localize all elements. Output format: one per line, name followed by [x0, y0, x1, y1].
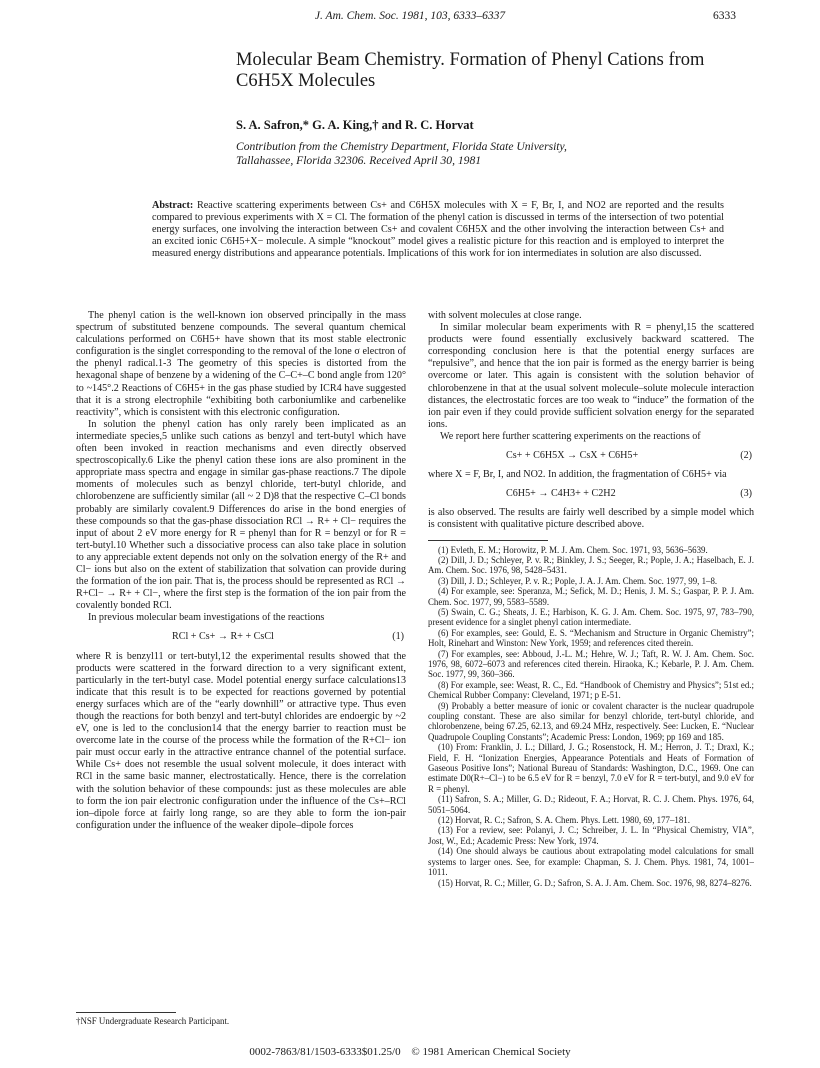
- footnote: (2) Dill, J. D.; Schleyer, P. v. R.; Binkley, J. S.; Seeger, R.; Pople, J. A.; Haselbach, E. J. Am. Chem. Soc. 1976, 98, 5428–5431.: [428, 554, 754, 576]
- equation-text: RCl + Cs+ → R+ + CsCl: [172, 631, 274, 643]
- author-list: S. A. Safron,* G. A. King,† and R. C. Horvat: [236, 118, 474, 132]
- body-paragraph: In previous molecular beam investigations of the reactions: [88, 612, 325, 624]
- footnote-divider: [428, 540, 548, 541]
- body-paragraph: In similar molecular beam experiments with R = phenyl,15 the scattered products were found essentially exclusively backward scattered. The corresponding conclusion here is that the potential energy surfaces are “repulsive”, and hence that the ion pair is formed as the energy barrier is being overcome or later. This again is consistent with the solution behavior of chlorobenzene in that at the usual solvent molecule–solute molecule interaction distances, the electrostatic forces are too weak to “induce” the formation of the ion pair even if they could provide sufficient solvation energy for the separated ions.: [428, 322, 754, 430]
- equation-number: (3): [740, 488, 752, 500]
- running-header: [0, 10, 820, 26]
- body-paragraph: The phenyl cation is the well-known ion observed principally in the mass spectrum of substituted benzene compounds. The several quantum chemical calculations performed on C6H5+ have shown that its most stable electronic configuration is the singlet corresponding to the removal of the lone σ electron of the phenyl radical.1-3 The geometry of this species is distorted from the hexagonal shape of benzene by a widening of the C–C+–C bond angle from 120° to ~145°.2 Reactions of C6H5+ in the gas phase studied by ICR4 have suggested that it is a strong electrophile “exhibiting both carboniumlike and carbenelike reactivity”, which is consistent with this electronic configuration.: [76, 310, 406, 418]
- body-paragraph: We report here further scattering experiments on the reactions of: [440, 430, 701, 442]
- footnote: (4) For example, see: Speranza, M.; Sefick, M. D.; Henis, J. M. S.; Gaspar, P. P. J. Am. Chem. Soc. 1977, 99, 5583–5589.: [428, 586, 754, 607]
- abstract: [152, 200, 724, 260]
- price-code: 0002-7863/81/1503-6333$01.25/0: [249, 1046, 401, 1058]
- article-title: Molecular Beam Chemistry. Formation of Phenyl Cations from C6H5X Molecules: [236, 50, 705, 91]
- equation-text: C6H5+ → C4H3+ + C2H2: [506, 488, 616, 500]
- author-note: †NSF Undergraduate Research Participant.: [76, 1016, 230, 1026]
- footnote-divider: [76, 1012, 176, 1013]
- page-footer: [0, 1046, 820, 1058]
- footnote: (7) For examples, see: Abboud, J.-L. M.; Hehre, W. J.; Taft, R. W. J. Am. Chem. Soc. 1976, 98, 6072–6073 and references cited therein. Hiraoka, K.; Kebarle, P. J. Am. Chem. Soc. 1977, 99, 360–366.: [428, 648, 754, 680]
- equation-number: (1): [392, 631, 404, 643]
- footnote: (6) For examples, see: Gould, E. S. “Mechanism and Structure in Organic Chemistry”; Holt, Rinehart and Winston: New York, 1959; and references cited therein.: [428, 627, 754, 649]
- footnote: (10) From: Franklin, J. L.; Dillard, J. G.; Rosenstock, H. M.; Herron, J. T.; Draxl, K.; Field, F. H. “Ionization Energies, Appearance Potentials and Heats of Formation of Gaseous Positive Ions”; National Bureau of Standards: Washington, D.C., 1969. One can estimate D0(R+–Cl−) to be 6.5 eV for R = benzyl, 7.0 eV for R = tert-butyl, and 9.0 eV for R = phenyl.: [428, 742, 754, 794]
- body-paragraph: In solution the phenyl cation has only rarely been implicated as an intermediate species,5 unlike such cations as benzyl and tert-butyl which have often been invoked in reaction mechanisms and even directly observed spectroscopically.6 Like the phenyl cation these ions are also prominent in the appropriate mass spectra and engage in similar gas-phase reactions.7 The dipole moments of molecules such as benzyl chloride, tert-butyl chloride, and chlorobenzene are sufficiently similar (all ~ 2 D)8 that the respective C–Cl bonds probably are similarly covalent.9 Differences do arise in the bond energies of these compounds so that the gas-phase dissociation RCl → R+ + Cl− requires the input of about 2 eV more energy for R = phenyl than for R = benzyl or for R = tert-butyl.10 Whether such a dissociative process can also take place in solution to any appreciable extent depends not only on the solvation energy of the R+ and Cl− ions but also on the extent of stabilization that solvation can provide during the formation of the ion pair. That is, the process should be represented as RCl → R+Cl− → R+ + Cl−, where the first step is the formation of the ion pair from the covalently bonded RCl.: [76, 418, 406, 612]
- left-column: [76, 310, 406, 832]
- journal-citation: J. Am. Chem. Soc. 1981, 103, 6333–6337: [314, 10, 506, 22]
- footnote: (13) For a review, see: Polanyi, J. C.; Schreiber, J. L. In “Physical Chemistry, VIA”, Jost, W., Ed.; Academic Press: New York, 1974.: [428, 825, 754, 846]
- affiliation-line: Tallahassee, Florida 32306. Received April 30, 1981: [236, 154, 482, 167]
- right-column: [428, 310, 754, 888]
- page-number: 6333: [713, 10, 736, 22]
- author-footnote: [76, 1012, 406, 1026]
- body-paragraph: where R is benzyl11 or tert-butyl,12 the experimental results showed that the products were scattered in the forward direction to a very significant extent, particularly in the tert-butyl case. Model potential energy surface calculations13 indicate that this result is to be expected for reactions governed by potential energy surfaces which are of the “early downhill” or attractive type. Thus even though the reactions for both benzyl and tert-butyl chlorides are endoergic by ~2 eV, one is led to the conclusion14 that the energy barrier to reaction must be overcome late in the course of the process while the formation of the R+Cl− ion pair must occur early in the attractive entrance channel of the potential surface. While Cs+ does not resemble the usual solvent molecule, it does interact with RCl in the same basic manner, electrostatically. Hence, there is the correlation with the solution behavior of these compounds: just as these molecules are able to form the ion pair electronic configuration under the influence of the Cs+–RCl ion–dipole force at fairly long range, so are they able to form the ion-pair configuration under the influence of the weaker dipole–dipole forces: [76, 650, 406, 831]
- equation-number: (2): [740, 450, 752, 462]
- equation-2: [428, 450, 754, 462]
- footnote: (11) Safron, S. A.; Miller, G. D.; Rideout, F. A.; Horvat, R. C. J. Chem. Phys. 1976, 64, 5051–5064.: [428, 794, 754, 815]
- affiliation: [236, 140, 716, 168]
- copyright: © 1981 American Chemical Society: [411, 1046, 571, 1058]
- body-paragraph: is also observed. The results are fairly well described by a simple model which is consistent with qualitative picture described above.: [428, 507, 754, 531]
- body-paragraph: with solvent molecules at close range.: [428, 310, 582, 321]
- equation-1: [76, 631, 406, 643]
- footnote: (1) Evleth, E. M.; Horowitz, P. M. J. Am. Chem. Soc. 1971, 93, 5636–5639.: [438, 544, 708, 555]
- footnote: (14) One should always be cautious about extrapolating model calculations for small systems to larger ones. See, for example: Chapman, S. J. Chem. Phys. 1981, 74, 1001–1011.: [428, 846, 754, 878]
- footnote: (3) Dill, J. D.; Schleyer, P. v. R.; Pople, J. A. J. Am. Chem. Soc. 1977, 99, 1–8.: [438, 575, 718, 586]
- footnote-list: [428, 545, 754, 888]
- footnote: (8) For example, see: Weast, R. C., Ed. “Handbook of Chemistry and Physics”; 51st ed.; Chemical Rubber Company: Cleveland, 1971; p E-51.: [428, 679, 754, 701]
- abstract-text: Reactive scattering experiments between Cs+ and C6H5X molecules with X = F, Br, I, and NO2 are reported and the results compared to previous experiments with X = Cl. The formation of the phenyl cation is discussed in terms of the intersection of two potential energy surfaces, one involving the interaction between Cs+ and covalent C6H5X and the other involving the interaction between Cs+ and an excited ionic C6H5+X− molecule. A simple “knockout” model gives a realistic picture for this reaction and is employed to interpret the measured energy distributions and appearance potentials. Implications of this work for ion intermediates in solution are also discussed.: [152, 200, 725, 260]
- equation-text: Cs+ + C6H5X → CsX + C6H5+: [506, 450, 639, 462]
- footnote: (9) Probably a better measure of ionic or covalent character is the nuclear quadrupole coupling constant. These are also similar for benzyl chloride, tert-butyl chloride, and chlorobenzene, being 67.25, 62.13, and 69.24 MHz, respectively. See: Lucken, E. “Nuclear Quadrupole Coupling Constants”; Academic Press: London, 1969; pp 169 and 185.: [428, 700, 754, 742]
- abstract-label: Abstract:: [152, 200, 194, 211]
- footnote: (15) Horvat, R. C.; Miller, G. D.; Safron, S. A. J. Am. Chem. Soc. 1976, 98, 8274–8276.: [438, 877, 752, 888]
- equation-3: [428, 488, 754, 500]
- affiliation-line: Contribution from the Chemistry Department, Florida State University,: [236, 140, 567, 153]
- footnote: (12) Horvat, R. C.; Safron, S. A. Chem. Phys. Lett. 1980, 69, 177–181.: [438, 815, 690, 826]
- footnote: (5) Swain, C. G.; Sheats, J. E.; Harbison, K. G. J. Am. Chem. Soc. 1975, 97, 783–790, present evidence for a singlet phenyl cation intermediate.: [428, 606, 754, 628]
- body-paragraph: where X = F, Br, I, and NO2. In addition, the fragmentation of C6H5+ via: [428, 469, 727, 481]
